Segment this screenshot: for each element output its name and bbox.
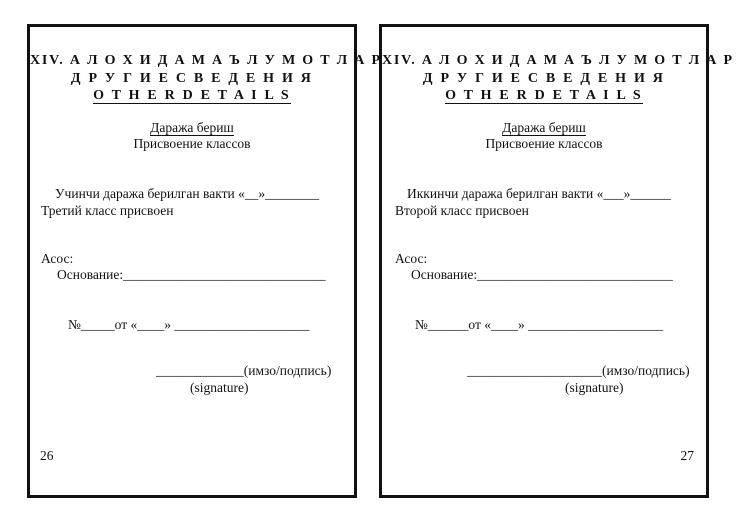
basis-line-ru: Основание:_____________________________	[411, 267, 673, 282]
document-page-right	[379, 24, 734, 498]
class-assigned-ru: Второй класс присвоен	[395, 203, 529, 218]
class-assigned-ru: Третий класс присвоен	[41, 203, 174, 218]
section-title-ru: Д Р У Г И Е С В Е Д Е Н И Я	[422, 71, 666, 86]
signature-label-en: (signature)	[565, 380, 624, 395]
basis-line-ru: Основание:______________________________	[57, 267, 326, 282]
document-number-line: №______от «____» ____________________	[415, 317, 664, 332]
class-assigned-uz: Учинчи даража берилган вакти «__»________	[55, 186, 320, 201]
subtitle-ru: Присвоение классов	[133, 136, 251, 151]
signature-line: ____________________(имзо/подпись)	[467, 363, 690, 378]
document-page-left	[27, 24, 382, 498]
section-title-ru: Д Р У Г И Е С В Е Д Е Н И Я	[70, 71, 314, 86]
subtitle-uz: Даража бериш	[502, 120, 586, 135]
section-title-uz: XIV. А Л О Х И Д А М А Ъ Л У М О Т Л А Р	[30, 53, 382, 68]
section-title-en: O T H E R D E T A I L S	[445, 88, 643, 103]
basis-label-uz: Асос:	[41, 251, 74, 266]
section-title-uz: XIV. А Л О Х И Д А М А Ъ Л У М О Т Л А Р	[382, 53, 734, 68]
subtitle-ru: Присвоение классов	[485, 136, 603, 151]
page-number: 27	[680, 448, 694, 463]
signature-label-en: (signature)	[190, 380, 249, 395]
signature-line: _____________(имзо/подпись)	[156, 363, 332, 378]
basis-label-uz: Асос:	[395, 251, 428, 266]
section-title-en: O T H E R D E T A I L S	[93, 88, 291, 103]
page-number: 26	[40, 448, 54, 463]
class-assigned-uz: Иккинчи даража берилган вакти «___»______	[407, 186, 671, 201]
document-number-line: №_____от «____» ____________________	[68, 317, 310, 332]
subtitle-uz: Даража бериш	[150, 120, 234, 135]
